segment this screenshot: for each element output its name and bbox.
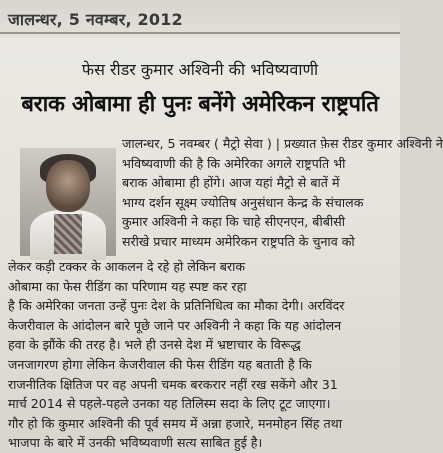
body-line: है कि अमेरिका जनता उन्हें पुनः देश के प्रतिनिधित्व का मौका देगी। अरविंदर	[8, 298, 345, 314]
body-line: ओबामा का फेस रीडिंग का परिणाम यह स्पष्ट कर रहा	[8, 278, 247, 294]
body-line: हवा के झौंके की तरह है। भले ही उनसे देश में भ्रष्टाचार के विरूद्ध	[8, 337, 301, 353]
body-line: बराक ओबामा ही होंगे। आज यहां मैट्रो से बातें में	[122, 175, 340, 191]
body-line: भाजपा के बारे में उनकी भविष्यवाणी सत्य साबित हुई है।	[8, 435, 263, 451]
body-line: कुमार अश्विनी ने कहा कि चाहे सीएनएन, बीबीसी	[122, 214, 345, 230]
body-line: भाग्य दर्शन सूक्ष्म ज्योतिष अनुसंधान केन्द्र के संचालक	[122, 194, 364, 210]
body-line: जनजागरण होगा लेकिन केजरीवाल की फेस रीडिंग यह बताती है कि	[8, 356, 312, 372]
body-line: केजरीवाल के आंदोलन बारे पूछे जाने पर अश्विनी ने कहा कि यह आंदोलन	[8, 317, 342, 333]
article-body-right-column	[122, 134, 443, 252]
body-line: सरीखे प्रचार माध्यम अमेरिकन राष्ट्रपति के चुनाव को	[122, 233, 355, 249]
headline: बराक ओबामा ही पुनः बनेंगे अमेरिकन राष्ट्रपति	[21, 92, 379, 117]
body-line: जालन्धर, 5 नवम्बर ( मैट्रो सेवा ) | प्रख्यात फ़ेस रीडर कुमार अश्विनी ने	[122, 136, 443, 151]
body-line: मार्च 2014 से पहले-पहले उनका यह तिलिस्म सदा के लिए टूट जाएगा।	[8, 396, 331, 412]
body-line: लेकर कड़ी टक्कर के आकलन दे रहे हो लेकिन बराक	[8, 259, 246, 274]
body-line: राजनीतिक क्षितिज पर वह अपनी चमक बरकरार नहीं रख सकेंगे और 31	[8, 376, 338, 392]
body-line: भविष्यवाणी की है कि अमेरिका अगले राष्ट्रपति भी	[122, 155, 346, 171]
article-body-full-width	[8, 257, 392, 453]
photo-face	[46, 160, 90, 212]
portrait-photo	[20, 148, 116, 256]
dateline: जालन्धर, 5 नवम्बर, 2012	[8, 10, 183, 29]
body-line: गौर हो कि कुमार अश्विनी की पूर्व समय में अन्ना हजारे, मनमोहन सिंह तथा	[8, 415, 342, 431]
header-rule	[0, 32, 400, 34]
photo-scarf	[54, 214, 82, 254]
subheadline: फेस रीडर कुमार अश्विनी की भविष्यवाणी	[81, 60, 319, 79]
